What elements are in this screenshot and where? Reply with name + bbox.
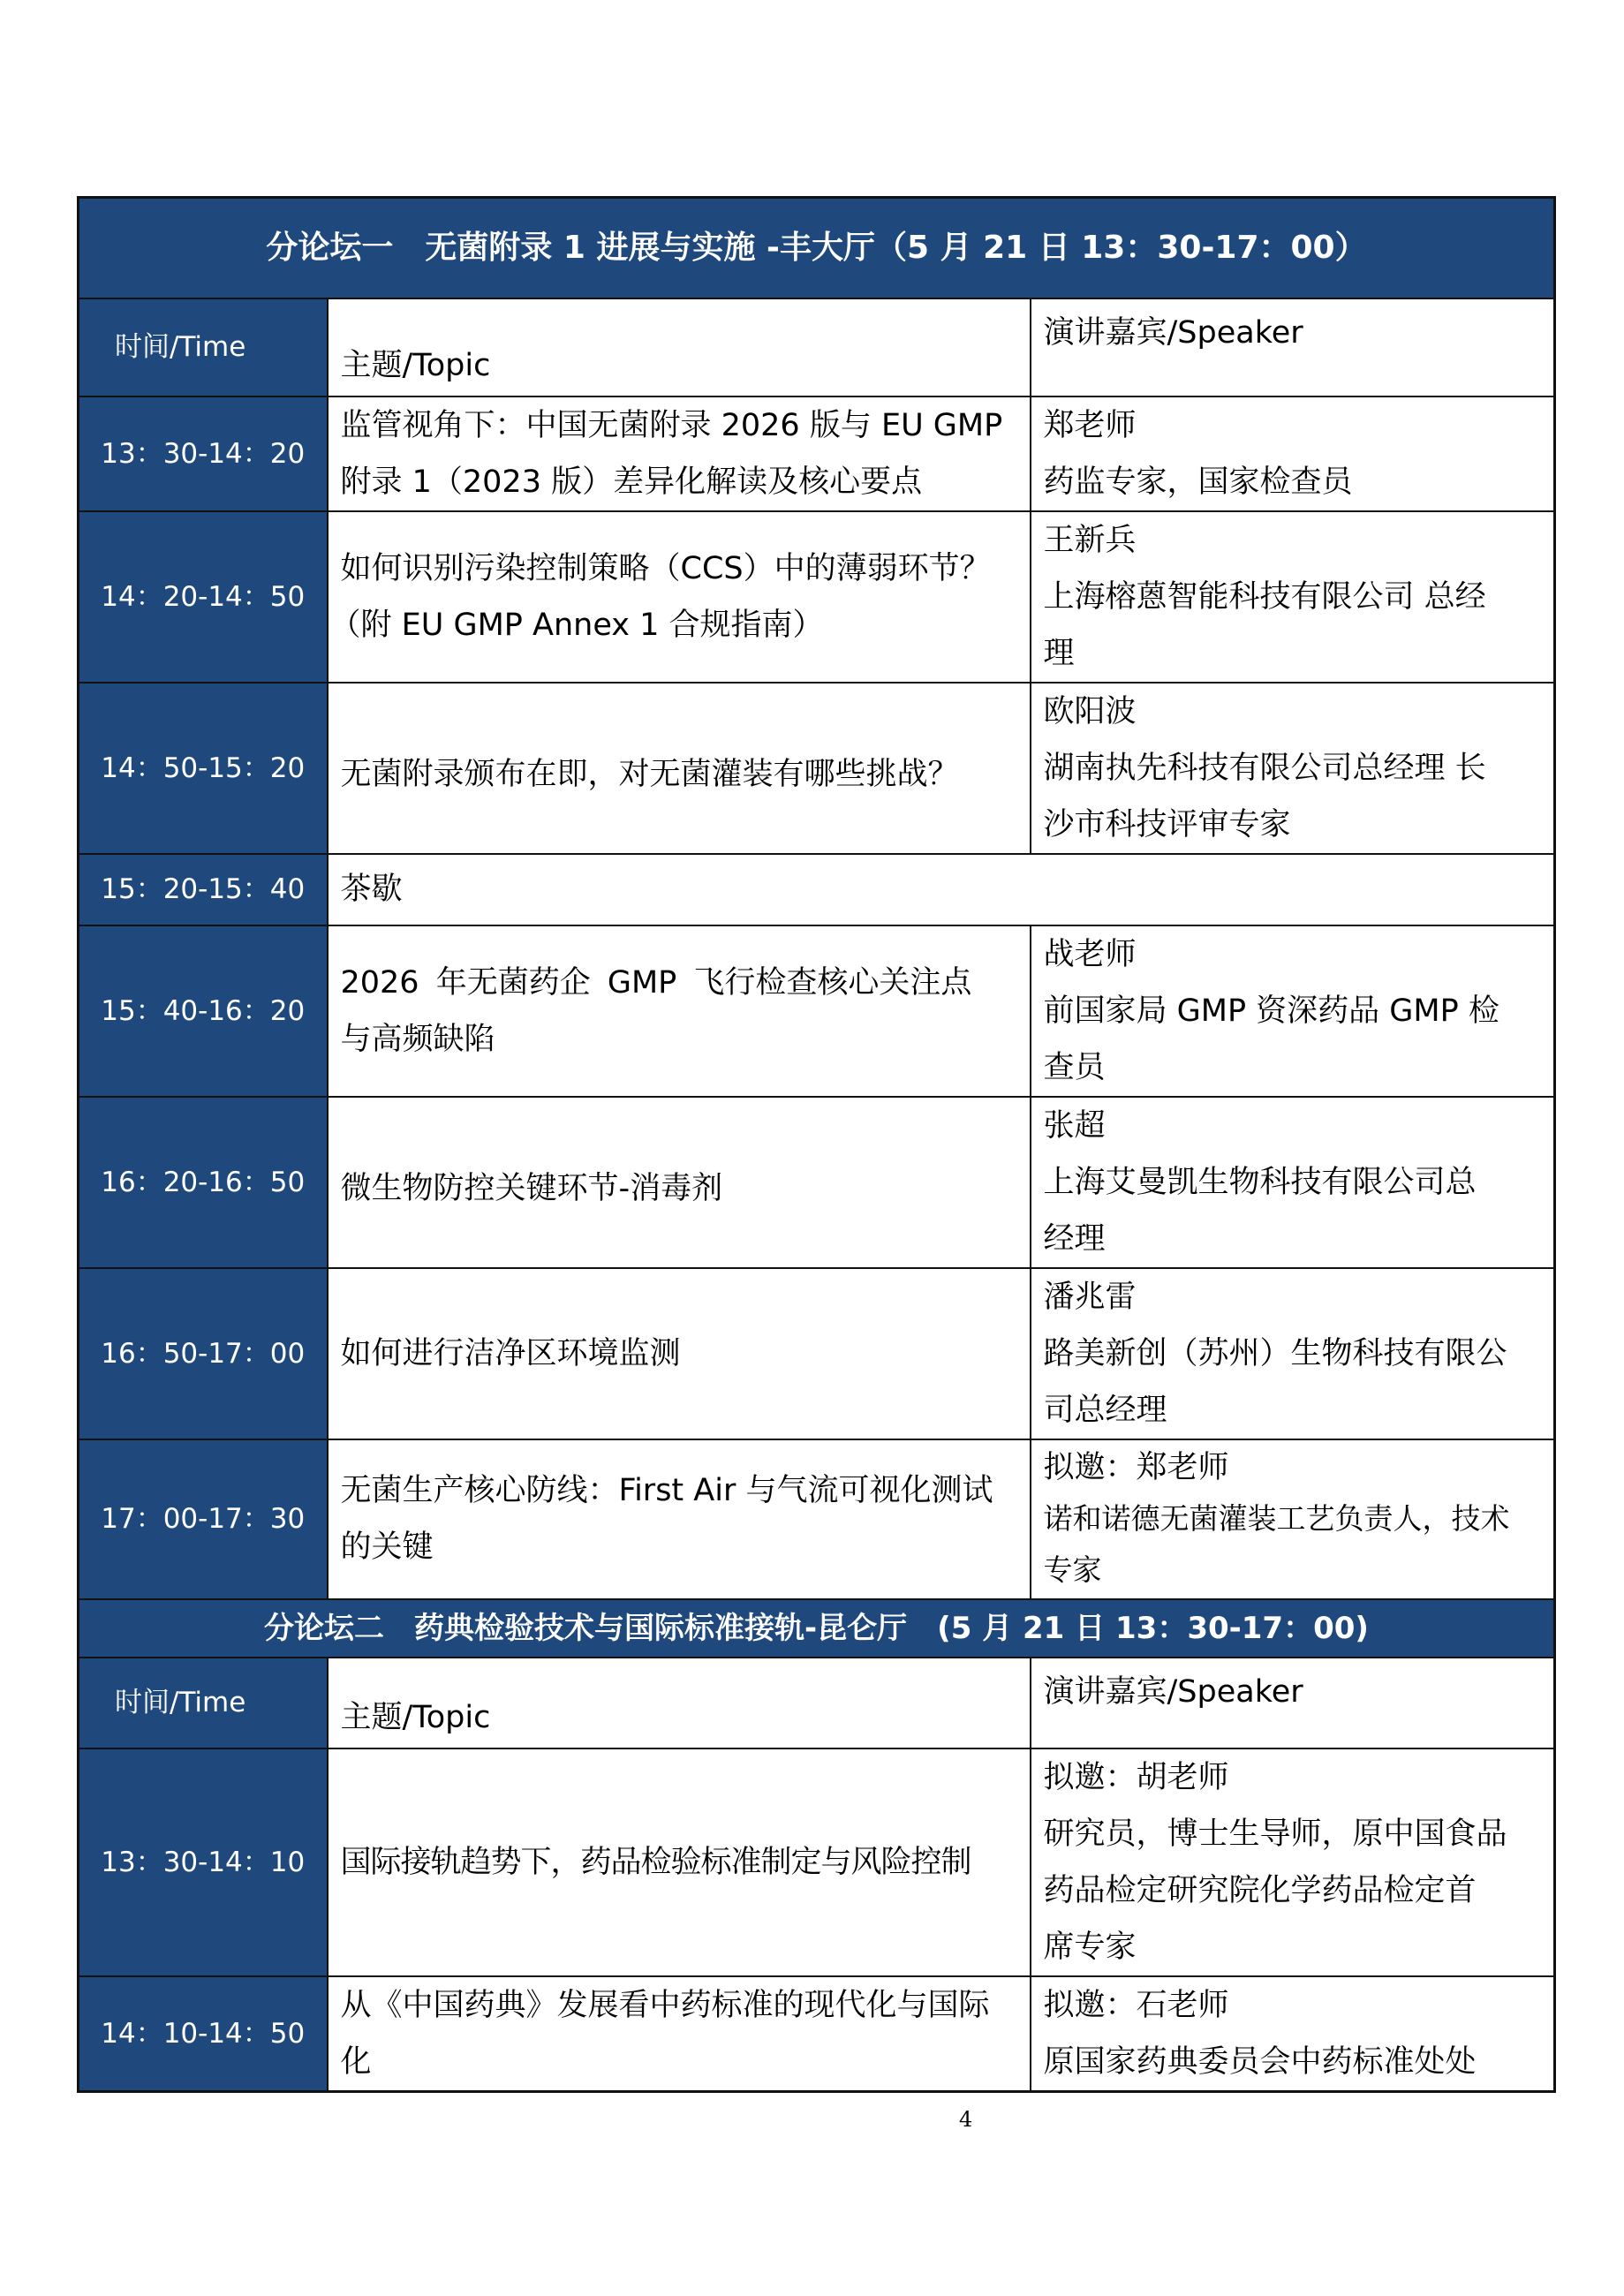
speaker-cell	[1031, 683, 1555, 854]
table-row	[79, 683, 1555, 854]
topic-line: 如何识别污染控制策略（CCS）中的薄弱环节？	[340, 550, 991, 586]
table-row	[79, 511, 1555, 683]
speaker-name: 张超	[1043, 1107, 1106, 1144]
speaker-name: 郑老师	[1043, 407, 1137, 443]
speaker-title: 前国家局 GMP 资深药品 GMP 检	[1043, 993, 1499, 1029]
time-cell: 13：30-14：10	[79, 1748, 328, 1976]
topic-cell	[328, 1268, 1031, 1439]
column-header-topic: 主题/Topic	[328, 1658, 1031, 1748]
topic-line: 如何进行洁净区环境监测	[340, 1335, 681, 1371]
speaker-name: 王新兵	[1043, 522, 1137, 558]
topic-cell	[328, 1748, 1031, 1976]
topic-cell	[328, 1976, 1031, 2092]
section-1-title-row	[79, 198, 1555, 298]
topic-line: 化	[340, 2043, 372, 2080]
speaker-cell	[1031, 1748, 1555, 1976]
speaker-title: 诺和诺德无菌灌装工艺负责人，技术	[1043, 1501, 1510, 1536]
page-number: 4	[959, 2107, 973, 2132]
table-row	[79, 1439, 1555, 1599]
column-header-time: 时间/Time	[79, 298, 328, 397]
table-row-break	[79, 854, 1555, 925]
topic-line: 国际接轨趋势下，药品检验标准制定与风险控制	[340, 1844, 971, 1880]
topic-cell	[328, 925, 1031, 1097]
speaker-title: 查员	[1043, 1049, 1106, 1085]
section-2-title-row	[79, 1599, 1555, 1658]
break-cell: 茶歇	[328, 854, 1555, 925]
speaker-title: 席专家	[1043, 1929, 1137, 1965]
table-row	[79, 1268, 1555, 1439]
table-row	[79, 925, 1555, 1097]
topic-line: 从《中国药典》发展看中药标准的现代化与国际	[340, 1987, 990, 2023]
speaker-title: 司总经理	[1043, 1392, 1167, 1428]
section-title: 分论坛一 无菌附录 1 进展与实施 -丰大厅（5 月 21 日 13：30-17：00）	[79, 198, 1555, 298]
speaker-title: 药品检定研究院化学药品检定首	[1043, 1872, 1477, 1908]
speaker-cell	[1031, 1268, 1555, 1439]
topic-cell	[328, 1097, 1031, 1268]
time-cell: 17：00-17：30	[79, 1439, 328, 1599]
speaker-name: 拟邀：郑老师	[1043, 1450, 1229, 1485]
topic-line: 与高频缺陷	[340, 1021, 495, 1057]
section-1-header-row	[79, 298, 1555, 397]
time-cell: 14：20-14：50	[79, 511, 328, 683]
speaker-title: 理	[1043, 635, 1075, 671]
time-cell: 15：20-15：40	[79, 854, 328, 925]
column-header-speaker: 演讲嘉宾/Speaker	[1031, 1658, 1555, 1748]
topic-cell	[328, 511, 1031, 683]
speaker-name: 战老师	[1043, 936, 1137, 972]
topic-cell	[328, 397, 1031, 511]
topic-line: 附录 1（2023 版）差异化解读及核心要点	[340, 464, 923, 500]
column-header-topic: 主题/Topic	[328, 298, 1031, 397]
speaker-cell	[1031, 925, 1555, 1097]
time-cell: 14：10-14：50	[79, 1976, 328, 2092]
speaker-title: 上海艾曼凯生物科技有限公司总	[1043, 1164, 1477, 1200]
topic-line: 监管视角下：中国无菌附录 2026 版与 EU GMP	[340, 407, 1003, 443]
speaker-title: 路美新创（苏州）生物科技有限公	[1043, 1335, 1507, 1371]
speaker-name: 拟邀：胡老师	[1043, 1759, 1229, 1795]
topic-line: 的关键	[340, 1529, 434, 1565]
table-row	[79, 1097, 1555, 1268]
topic-cell	[328, 683, 1031, 854]
speaker-name: 拟邀：石老师	[1043, 1987, 1229, 2023]
speaker-title: 经理	[1043, 1220, 1106, 1257]
time-cell: 16：50-17：00	[79, 1268, 328, 1439]
speaker-title: 原国家药典委员会中药标准处处	[1043, 2043, 1477, 2080]
topic-line: 无菌附录颁布在即，对无菌灌装有哪些挑战？	[340, 756, 959, 792]
speaker-title: 专家	[1043, 1552, 1102, 1587]
table-row	[79, 1748, 1555, 1976]
speaker-title: 上海榕蒽智能科技有限公司 总经	[1043, 578, 1486, 615]
speaker-title: 药监专家，国家检查员	[1043, 464, 1353, 500]
topic-line: 无菌生产核心防线：First Air 与气流可视化测试	[340, 1473, 993, 1508]
agenda-table	[77, 196, 1556, 2093]
speaker-name: 潘兆雷	[1043, 1279, 1137, 1315]
speaker-cell	[1031, 1097, 1555, 1268]
speaker-cell	[1031, 511, 1555, 683]
time-cell: 13：30-14：20	[79, 397, 328, 511]
section-title: 分论坛二 药典检验技术与国际标准接轨-昆仑厅 (5 月 21 日 13：30-17：00)	[79, 1599, 1555, 1658]
time-cell: 16：20-16：50	[79, 1097, 328, 1268]
time-cell: 14：50-15：20	[79, 683, 328, 854]
topic-line: 微生物防控关键环节-消毒剂	[340, 1170, 723, 1206]
section-2-header-row	[79, 1658, 1555, 1748]
topic-line: 2026 年无菌药企 GMP 飞行检查核心关注点	[340, 964, 972, 1001]
table-row	[79, 397, 1555, 511]
speaker-name: 欧阳波	[1043, 693, 1137, 729]
speaker-title: 研究员，博士生导师，原中国食品	[1043, 1816, 1507, 1852]
speaker-cell	[1031, 1976, 1555, 2092]
speaker-title: 沙市科技评审专家	[1043, 806, 1291, 842]
column-header-speaker: 演讲嘉宾/Speaker	[1031, 298, 1555, 397]
speaker-cell	[1031, 397, 1555, 511]
topic-line: （附 EU GMP Annex 1 合规指南）	[329, 607, 824, 643]
topic-cell	[328, 1439, 1031, 1599]
table-row	[79, 1976, 1555, 2092]
time-cell: 15：40-16：20	[79, 925, 328, 1097]
speaker-title: 湖南执先科技有限公司总经理 长	[1043, 750, 1486, 786]
column-header-time: 时间/Time	[79, 1658, 328, 1748]
speaker-cell	[1031, 1439, 1555, 1599]
